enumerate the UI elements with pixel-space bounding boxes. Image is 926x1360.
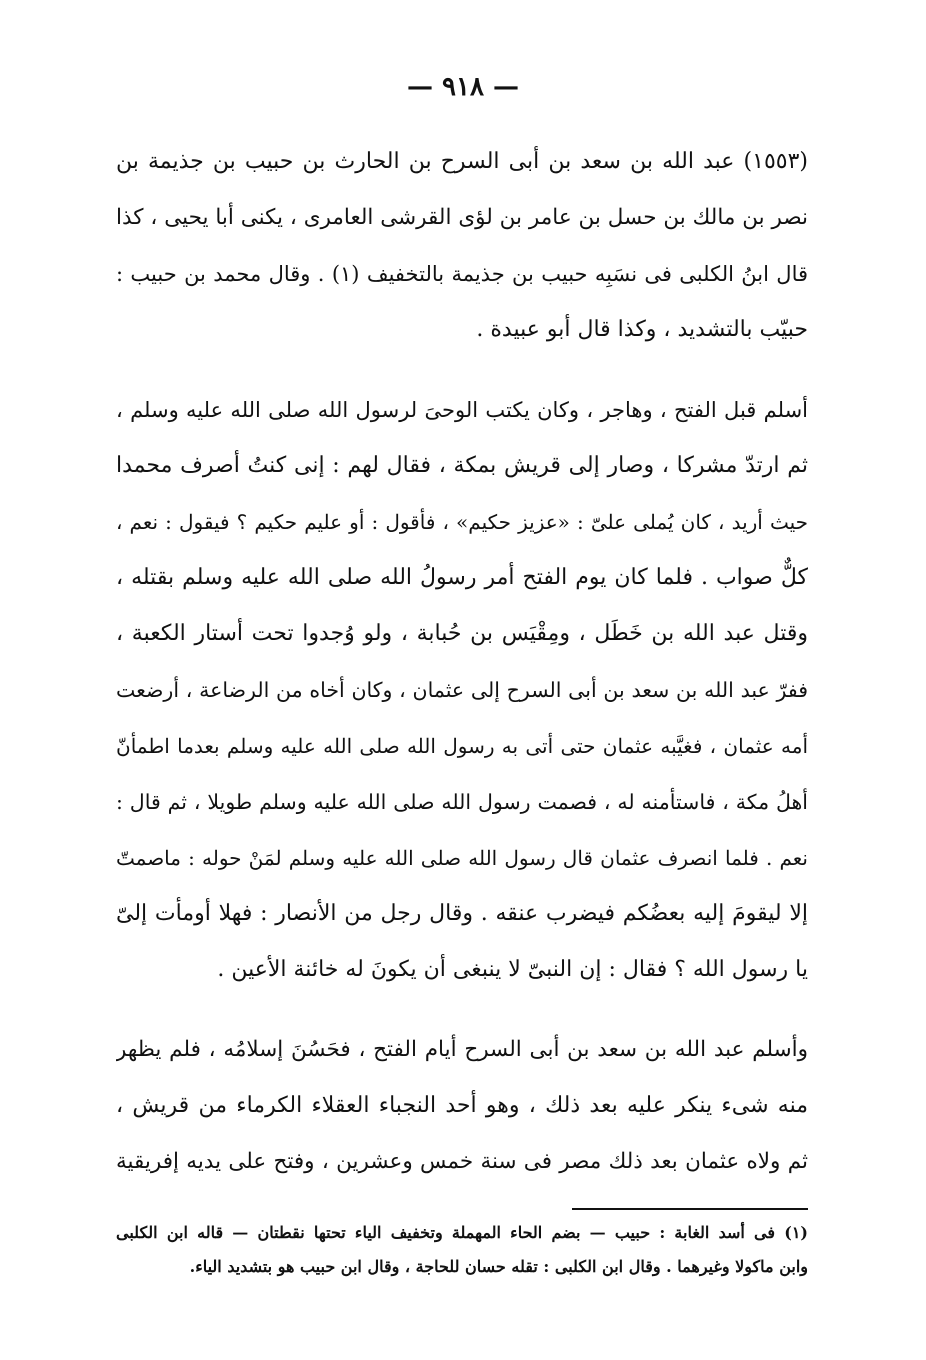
text-line: أهلُ مكة ، فاستأمنه له ، فصمت رسول الله صلى الله عليه وسلم طويلا ، ثم قال : (116, 790, 808, 814)
text-line: وأسلم عبد الله بن سعد بن أبى السرح أيام الفتح ، فحَسُنَ إسلامُه ، فلم يظهر (116, 1037, 808, 1062)
page-number: — ٩١٨ — (406, 72, 520, 102)
footnote-line: وابن ماكولا وغيرهما . وقال ابن الكلبى : تقله حسان للحاجة ، وقال ابن حبيب هو بتشديد الياء. (189, 1257, 808, 1276)
text-line: إلا ليقومَ إليه بعضُكم فيضرب عنقه . وقال رجل من الأنصار : فهلا أومأت إلىّ (116, 901, 808, 926)
text-line: قال ابنُ الكلبى فى نسَبِه حبيب بن جذيمة بالتخفيف (١) . وقال محمد بن حبيب : (116, 262, 808, 286)
footnote-divider (572, 1208, 808, 1210)
text-line: حيث أريد ، كان يُملى علىّ : «عزيز حكيم» ، فأقول : أو عليم حكيم ؟ فيقول : نعم ، (116, 510, 808, 534)
text-line: أمه عثمان ، فغيَّبه عثمان حتى أتى به رسول الله صلى الله عليه وسلم بعدما اطمأنّ (116, 734, 808, 758)
text-line: يا رسول الله ؟ فقال : إن النبىّ لا ينبغى أن يكونَ له خائنة الأعين . (217, 957, 808, 982)
text-line: (١٥٥٣) عبد الله بن سعد بن أبى السرح بن الحارث بن حبيب بن جذيمة بن (116, 149, 808, 174)
text-line: نعم . فلما انصرف عثمان قال رسول الله صلى الله عليه وسلم لمَنْ حوله : ماصمتّ (116, 846, 808, 870)
text-line: أسلم قبل الفتح ، وهاجر ، وكان يكتب الوحىَ لرسول الله صلى الله عليه وسلم ، (116, 398, 808, 422)
paragraph-biography-header (116, 134, 808, 358)
text-line: نصر بن مالك بن حسل بن عامر بن لؤى القرشى العامرى ، يكنى أبا يحيى ، كذا (116, 205, 808, 230)
text-line: وقتل عبد الله بن خَطَل ، ومِقْيَس بن حُبابة ، ولو وُجدوا تحت أستار الكعبة ، (116, 621, 808, 646)
text-line: كلٌّ صواب . فلما كان يوم الفتح أمر رسولُ الله صلى الله عليه وسلم بقتله ، (116, 565, 808, 590)
text-line: ثم ولاه عثمان بعد ذلك مصر فى سنة خمس وعشرين ، وفتح على يديه إفريقية (116, 1149, 808, 1174)
text-line: حبيّب بالتشديد ، وكذا قال أبو عبيدة . (476, 317, 808, 342)
paragraph-conversion-story (116, 382, 808, 998)
paragraph-later-life (116, 1022, 808, 1190)
footnotes (116, 1216, 808, 1284)
text-line: منه شىء ينكر عليه بعد ذلك ، وهو أحد النجباء العقلاء الكرماء من قريش ، (116, 1093, 808, 1118)
text-line: ففرّ عبد الله بن سعد بن أبى السرح إلى عثمان ، وكان أخاه من الرضاعة ، أرضعت (116, 678, 808, 702)
footnote-line: (١) فى أسد الغابة : حبيب — بضم الحاء المهملة وتخفيف الياء تحتها نقطتان — قاله ابن الكلبى (116, 1223, 808, 1242)
text-line: ثم ارتدّ مشركا ، وصار إلى قريش بمكة ، فقال لهم : إنى كنتُ أصرف محمدا (116, 453, 808, 478)
